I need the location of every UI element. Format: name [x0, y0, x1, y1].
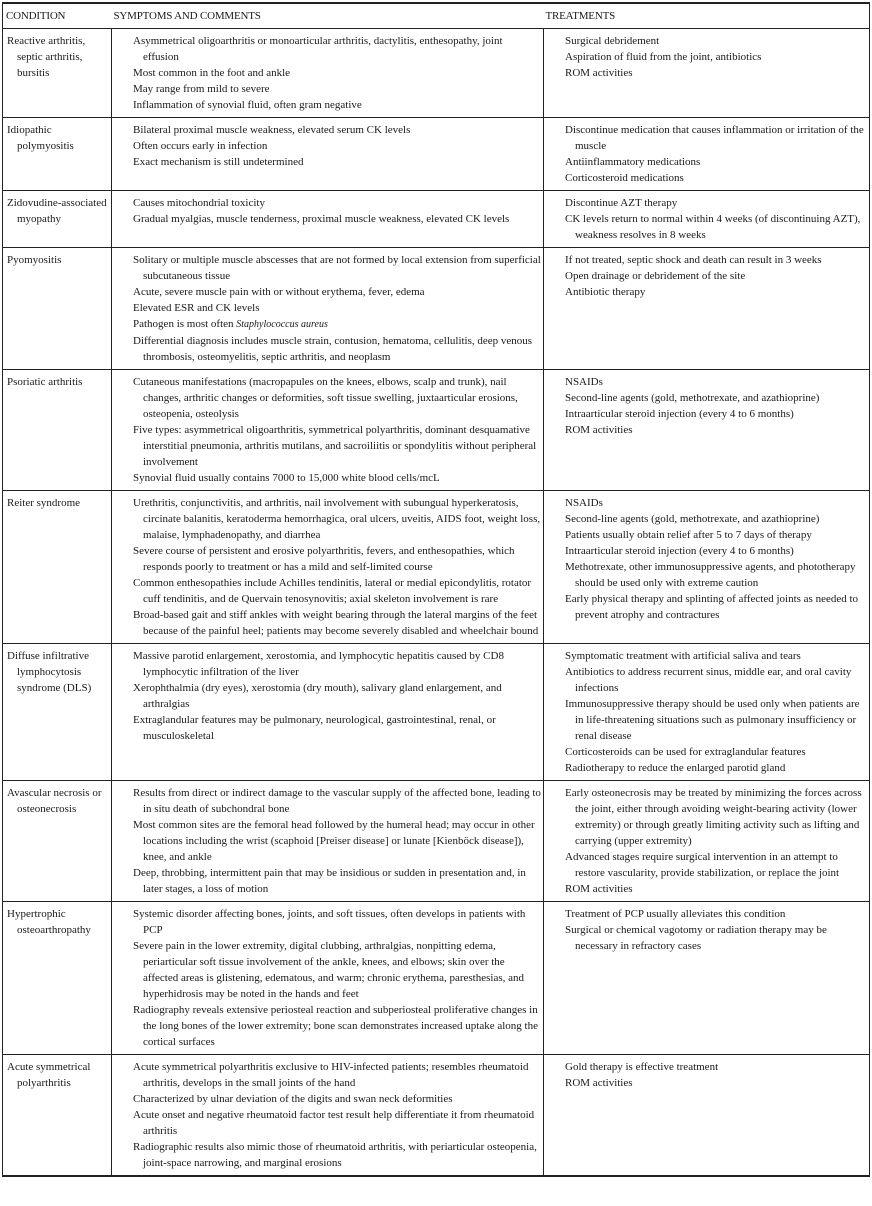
condition-name: Diffuse infiltrative lymphocytosis syndrome (DLS) [7, 650, 92, 694]
table-row [3, 902, 870, 1055]
symptom-text: Broad-based gait and stiff ankles with weight bearing through the lateral margins of the feet because of the painful heel; patients may become severely disabled and wheelchair bound [133, 609, 539, 637]
symptom-text: Severe pain in the lower extremity, digital clubbing, arthralgias, nonpitting edema, periarticular soft tissue involvement of the ankle, knees, and elbows; skin over the affected areas is glistening, edematous, and warm; chronic erythema, paresthesias, and hyperhidrosis may be noted in the hands and feet [133, 940, 524, 1000]
treatment-item: Intraarticular steroid injection (every 4 to 6 months) [565, 408, 794, 420]
header-row [3, 3, 870, 29]
treatment-item: NSAIDs [565, 376, 603, 388]
treatment-item: Corticosteroids can be used for extraglandular features [565, 746, 806, 758]
treatment-item: Aspiration of fluid from the joint, antibiotics [565, 51, 762, 63]
symptom-item [133, 543, 541, 575]
symptom-text: Five types: asymmetrical oligoarthritis, symmetrical polyarthritis, dominant desquamative interstitial pneumonia, arthritis mutilans, and sacroiliitis or spondylitis without peripheral involvement [133, 424, 537, 468]
treatments-cell [544, 370, 870, 491]
table-row [3, 1055, 870, 1177]
symptom-item [133, 33, 541, 65]
symptom-item [133, 648, 541, 680]
symptom-text: Most common sites are the femoral head followed by the humeral head; may occur in other locations including the wrist (scaphoid [Preiser disease] or lunate [Kienböck disease]), knee, and ankle [133, 819, 535, 863]
treatment-item: Treatment of PCP usually alleviates this condition [565, 908, 786, 920]
treatment-item: Patients usually obtain relief after 5 to 7 days of therapy [565, 529, 812, 541]
symptom-text: Urethritis, conjunctivitis, and arthritis, nail involvement with subungual hyperkeratosis, circinate balanitis, keratoderma hemorrhagica, oral ulcers, uveitis, AIDS foot, weight loss, malaise, lymphadenopathy, and diarrhea [133, 497, 541, 541]
treatment-item: Immunosuppressive therapy should be used only when patients are in life-threatening situations such as pulmonary insufficiency or renal disease [565, 698, 860, 742]
symptoms-cell [112, 644, 544, 781]
symptom-text: Causes mitochondrial toxicity [133, 197, 265, 209]
symptom-item [133, 470, 541, 486]
symptom-text: Pathogen is most often [133, 318, 237, 330]
table-row [3, 118, 870, 191]
table-row [3, 370, 870, 491]
symptom-item [133, 316, 541, 333]
symptom-text: Xerophthalmia (dry eyes), xerostomia (dry mouth), salivary gland enlargement, and arthralgias [133, 682, 502, 710]
condition-name: Hypertrophic osteoarthropathy [7, 908, 91, 936]
table-row [3, 191, 870, 248]
treatments-cell [544, 29, 870, 118]
symptom-item [133, 300, 541, 316]
table-row [3, 248, 870, 370]
treatment-item: Intraarticular steroid injection (every 4 to 6 months) [565, 545, 794, 557]
symptom-item [133, 785, 541, 817]
symptom-text: Differential diagnosis includes muscle strain, contusion, hematoma, cellulitis, deep venous thrombosis, osteomyelitis, septic arthritis, and neoplasm [133, 335, 533, 363]
treatment-item: Antiinflammatory medications [565, 156, 701, 168]
table-row [3, 781, 870, 902]
symptom-item [133, 906, 541, 938]
symptom-item [133, 211, 541, 227]
symptom-item [133, 374, 541, 422]
treatment-item: Surgical debridement [565, 35, 660, 47]
symptoms-cell [112, 370, 544, 491]
treatment-item: Antibiotics to address recurrent sinus, middle ear, and oral cavity infections [565, 666, 852, 694]
symptom-item [133, 422, 541, 470]
symptom-text: Asymmetrical oligoarthritis or monoarticular arthritis, dactylitis, enthesopathy, joint effusion [133, 35, 503, 63]
symptom-item [133, 65, 541, 81]
treatment-item: Early physical therapy and splinting of affected joints as needed to prevent atrophy and contractures [565, 593, 859, 621]
condition-cell [3, 902, 112, 1055]
symptom-text: Characterized by ulnar deviation of the digits and swan neck deformities [133, 1093, 453, 1105]
treatment-item: Radiotherapy to reduce the enlarged parotid gland [565, 762, 786, 774]
symptom-item [133, 938, 541, 1002]
condition-cell [3, 248, 112, 370]
condition-cell [3, 191, 112, 248]
condition-cell [3, 118, 112, 191]
pathogen-name: Staphylococcus aureus [236, 319, 328, 330]
condition-cell [3, 781, 112, 902]
condition-name: Idiopathic polymyositis [7, 124, 74, 152]
treatment-item: Surgical or chemical vagotomy or radiation therapy may be necessary in refractory cases [565, 924, 827, 952]
symptom-text: Cutaneous manifestations (macropapules on the knees, elbows, scalp and trunk), nail changes, arthritic changes or deformities, soft tissue swelling, juxtaarticular erosions, osteopenia, osteolysis [133, 376, 518, 420]
symptom-item [133, 81, 541, 97]
condition-name: Acute symmetrical polyarthritis [7, 1061, 91, 1089]
treatments-cell [544, 644, 870, 781]
treatment-item: CK levels return to normal within 4 weeks (of discontinuing AZT), weakness resolves in 8 weeks [565, 213, 861, 241]
treatments-cell [544, 118, 870, 191]
symptom-item [133, 1059, 541, 1091]
symptom-item [133, 284, 541, 300]
table-row [3, 491, 870, 644]
treatments-cell [544, 902, 870, 1055]
symptom-item [133, 680, 541, 712]
table-row [3, 29, 870, 118]
treatment-item: ROM activities [565, 883, 633, 895]
symptom-text: Solitary or multiple muscle abscesses that are not formed by local extension from superficial subcutaneous tissue [133, 254, 541, 282]
treatments-cell [544, 248, 870, 370]
treatment-item: Advanced stages require surgical intervention in an attempt to restore vascularity, provide stabilization, or replace the joint [565, 851, 840, 879]
symptom-item [133, 195, 541, 211]
symptom-item [133, 138, 541, 154]
treatment-item: Antibiotic therapy [565, 286, 646, 298]
symptom-text: Elevated ESR and CK levels [133, 302, 260, 314]
symptom-item [133, 865, 541, 897]
treatment-item: Open drainage or debridement of the site [565, 270, 746, 282]
symptom-item [133, 607, 541, 639]
symptom-text: Gradual myalgias, muscle tenderness, proximal muscle weakness, elevated CK levels [133, 213, 510, 225]
symptom-text: Inflammation of synovial fluid, often gram negative [133, 99, 362, 111]
treatments-cell [544, 191, 870, 248]
treatment-item: ROM activities [565, 424, 633, 436]
symptom-item [133, 1107, 541, 1139]
treatments-cell [544, 491, 870, 644]
symptoms-cell [112, 29, 544, 118]
symptom-item [133, 97, 541, 113]
condition-cell [3, 491, 112, 644]
symptom-item [133, 333, 541, 365]
condition-name: Zidovudine-associated myopathy [7, 197, 107, 225]
symptom-item [133, 712, 541, 744]
table-row [3, 644, 870, 781]
condition-name: Avascular necrosis or osteonecrosis [7, 787, 102, 815]
header-symptoms: SYMPTOMS AND COMMENTS [112, 3, 544, 29]
symptom-item [133, 154, 541, 170]
symptom-item [133, 1091, 541, 1107]
symptom-text: Radiography reveals extensive periosteal reaction and subperiosteal proliferative changes in the long bones of the lower extremity; bone scan demonstrates increased uptake along the cortical surfaces [133, 1004, 538, 1048]
condition-name: Pyomyositis [7, 254, 62, 266]
symptom-text: Results from direct or indirect damage to the vascular supply of the affected bone, leading to in situ death of subchondral bone [133, 787, 541, 815]
symptoms-cell [112, 191, 544, 248]
condition-name: Reactive arthritis, septic arthritis, bursitis [7, 35, 86, 79]
symptoms-cell [112, 491, 544, 644]
symptom-text: Acute onset and negative rheumatoid factor test result help differentiate it from rheumatoid arthritis [133, 1109, 535, 1137]
symptom-text: May range from mild to severe [133, 83, 270, 95]
treatment-item: Methotrexate, other immunosuppressive agents, and phototherapy should be used only with extreme caution [565, 561, 856, 589]
treatment-item: NSAIDs [565, 497, 603, 509]
treatment-item: ROM activities [565, 1077, 633, 1089]
symptom-text: Systemic disorder affecting bones, joints, and soft tissues, often develops in patients with PCP [133, 908, 526, 936]
symptom-item [133, 252, 541, 284]
symptom-item [133, 1139, 541, 1171]
symptom-text: Bilateral proximal muscle weakness, elevated serum CK levels [133, 124, 411, 136]
symptoms-cell [112, 781, 544, 902]
symptom-item [133, 122, 541, 138]
conditions-table [2, 2, 870, 1177]
symptom-text: Severe course of persistent and erosive polyarthritis, fevers, and enthesopathies, which responds poorly to treatment or has a mild and self-limited course [133, 545, 515, 573]
symptoms-cell [112, 902, 544, 1055]
symptoms-cell [112, 118, 544, 191]
header-condition: CONDITION [3, 3, 112, 29]
symptom-text: Massive parotid enlargement, xerostomia, and lymphocytic hepatitis caused by CD8 lymphocytic infiltration of the liver [133, 650, 504, 678]
treatment-item: If not treated, septic shock and death can result in 3 weeks [565, 254, 822, 266]
symptom-item [133, 1002, 541, 1050]
treatment-item: Early osteonecrosis may be treated by minimizing the forces across the joint, either through avoiding weight-bearing activity (lower extremity) or through greatly limiting activity such as lifting and carrying (upper extremity) [565, 787, 862, 847]
symptoms-cell [112, 248, 544, 370]
treatment-item: Second-line agents (gold, methotrexate, and azathioprine) [565, 513, 820, 525]
condition-cell [3, 644, 112, 781]
treatments-cell [544, 781, 870, 902]
symptom-item [133, 495, 541, 543]
treatment-item: Gold therapy is effective treatment [565, 1061, 719, 1073]
symptom-text: Deep, throbbing, intermittent pain that may be insidious or sudden in presentation and, in later stages, a loss of motion [133, 867, 526, 895]
symptom-text: Common enthesopathies include Achilles tendinitis, lateral or medial epicondylitis, rotator cuff tendinitis, and de Quervain tenosynovitis; axial skeleton involvement is rare [133, 577, 532, 605]
symptom-text: Acute, severe muscle pain with or without erythema, fever, edema [133, 286, 425, 298]
symptom-text: Synovial fluid usually contains 7000 to 15,000 white blood cells/mcL [133, 472, 440, 484]
condition-name: Psoriatic arthritis [7, 376, 83, 388]
symptom-item [133, 575, 541, 607]
symptom-text: Most common in the foot and ankle [133, 67, 291, 79]
symptom-text: Radiographic results also mimic those of rheumatoid arthritis, with periarticular osteopenia, joint-space narrowing, and marginal erosions [133, 1141, 537, 1169]
condition-name: Reiter syndrome [7, 497, 81, 509]
header-treatments: TREATMENTS [544, 3, 870, 29]
treatment-item: Discontinue medication that causes inflammation or irritation of the muscle [565, 124, 864, 152]
treatment-item: Symptomatic treatment with artificial saliva and tears [565, 650, 801, 662]
symptom-text: Exact mechanism is still undetermined [133, 156, 304, 168]
treatment-item: Discontinue AZT therapy [565, 197, 678, 209]
condition-cell [3, 29, 112, 118]
symptom-item [133, 817, 541, 865]
condition-cell [3, 1055, 112, 1177]
symptom-text: Acute symmetrical polyarthritis exclusive to HIV-infected patients; resembles rheumatoid arthritis, develops in the small joints of the hand [133, 1061, 529, 1089]
symptom-text: Extraglandular features may be pulmonary, neurological, gastrointestinal, renal, or musculoskeletal [133, 714, 496, 742]
treatment-item: Corticosteroid medications [565, 172, 684, 184]
treatment-item: ROM activities [565, 67, 633, 79]
symptoms-cell [112, 1055, 544, 1177]
treatments-cell [544, 1055, 870, 1177]
treatment-item: Second-line agents (gold, methotrexate, and azathioprine) [565, 392, 820, 404]
condition-cell [3, 370, 112, 491]
symptom-text: Often occurs early in infection [133, 140, 268, 152]
